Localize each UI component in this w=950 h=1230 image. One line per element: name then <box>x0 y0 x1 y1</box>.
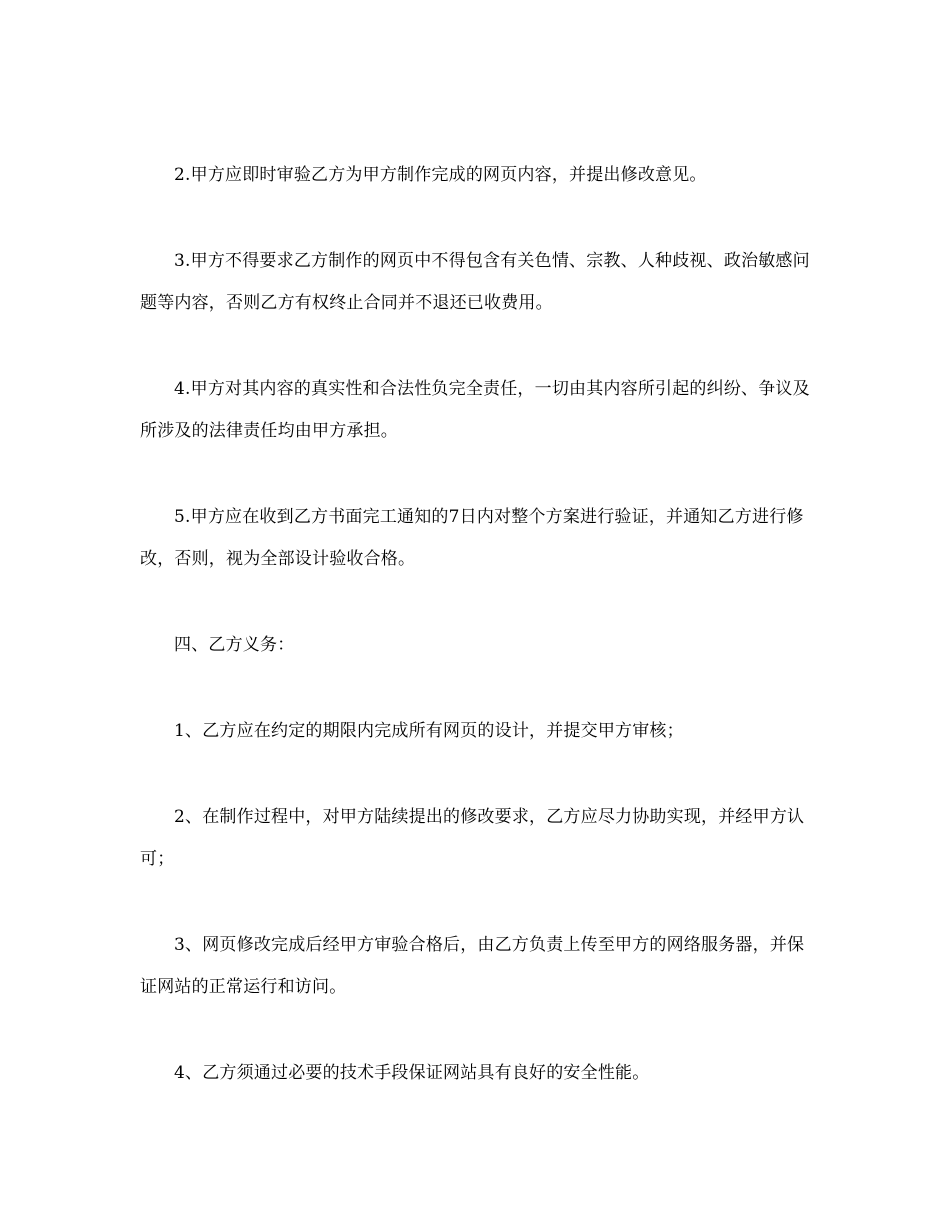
paragraph-gap <box>140 752 815 796</box>
party-b-clause-4: 4、乙方须通过必要的技术手段保证网站具有良好的安全性能。 <box>174 1063 650 1083</box>
paragraph-gap <box>140 580 815 624</box>
paragraph-gap <box>140 452 815 496</box>
paragraph-gap <box>140 1008 815 1052</box>
party-b-clause-3: 3、网页修改完成后经甲方审验合格后，由乙方负责上传至甲方的网络服务器，并保证网站的正常运行和访问。 <box>140 935 805 997</box>
party-b-clause-1: 1、乙方应在约定的期限内完成所有网页的设计，并提交甲方审核； <box>174 721 684 741</box>
section-heading-party-b-obligations: 四、乙方义务： <box>174 635 295 655</box>
clause-2-party-a-review: 2.甲方应即时审验乙方为甲方制作完成的网页内容，并提出修改意见。 <box>174 165 707 185</box>
clause-5-acceptance: 5.甲方应在收到乙方书面完工通知的7日内对整个方案进行验证，并通知乙方进行修改，否则，视为全部设计验收合格。 <box>140 507 804 569</box>
party-b-clause-2: 2、在制作过程中，对甲方陆续提出的修改要求，乙方应尽力协助实现，并经甲方认可； <box>140 807 805 869</box>
document-body <box>140 154 815 1094</box>
paragraph-gap <box>140 880 815 924</box>
clause-4-content-liability: 4.甲方对其内容的真实性和合法性负完全责任，一切由其内容所引起的纠纷、争议及所涉及的法律责任均由甲方承担。 <box>140 379 810 441</box>
paragraph-gap <box>140 666 815 710</box>
clause-3-content-restrictions: 3.甲方不得要求乙方制作的网页中不得包含有关色情、宗教、人种歧视、政治敏感问题等内容，否则乙方有权终止合同并不退还已收费用。 <box>140 251 810 313</box>
paragraph-gap <box>140 324 815 368</box>
paragraph-gap <box>140 196 815 240</box>
